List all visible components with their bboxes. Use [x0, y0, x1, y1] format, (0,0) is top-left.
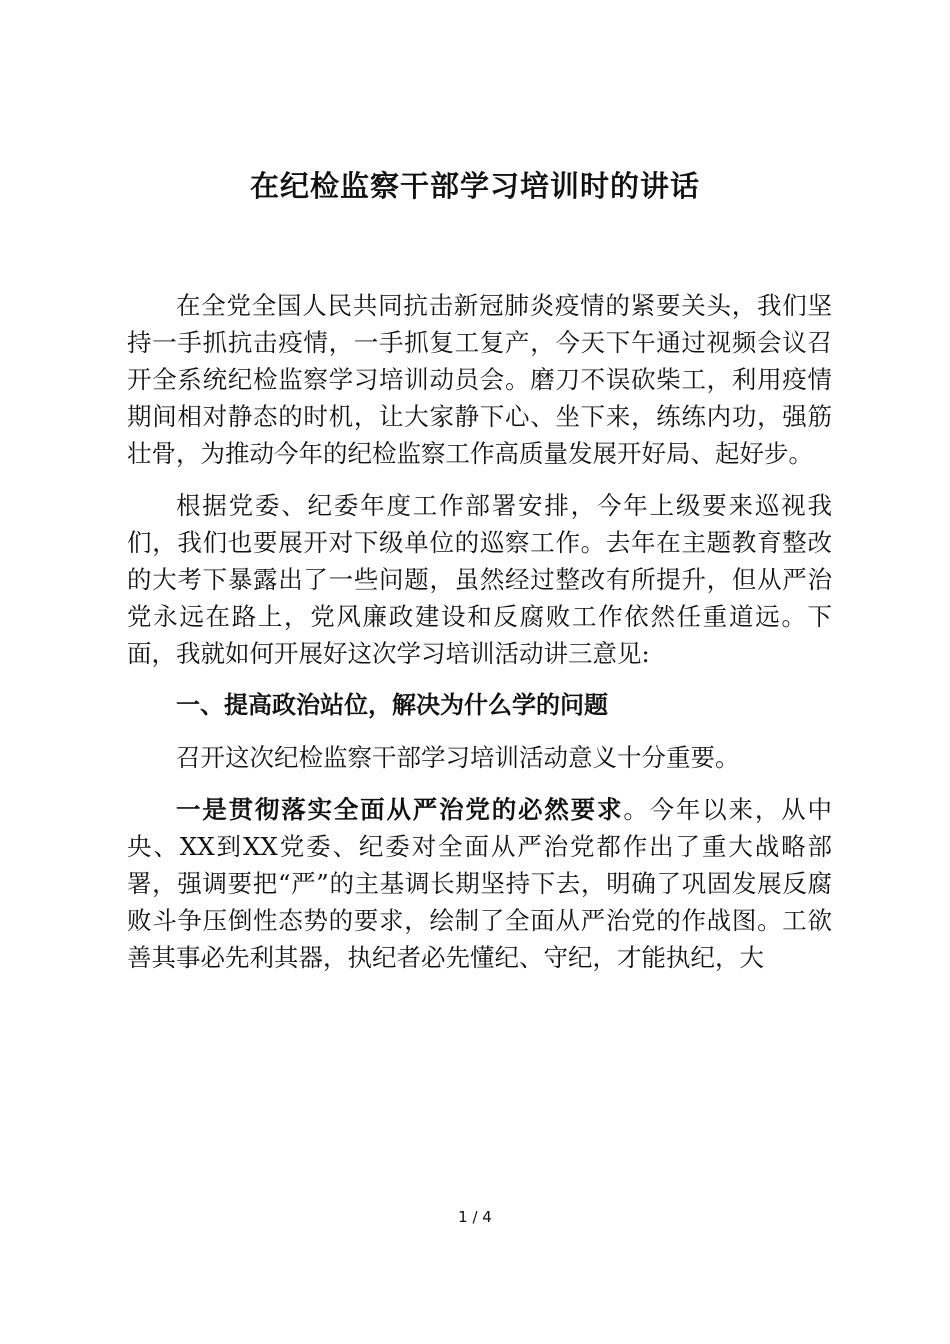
document-title: 在纪检监察干部学习培训时的讲话 [249, 169, 700, 203]
paragraph-point-one [127, 791, 832, 976]
section-heading-1: 一、提高政治站位，解决为什么学的问题 [176, 691, 608, 719]
point-one-text: 。今年以来，从中央、XX到XX党委、纪委对全面从严治党都作出了重大战略部署，强调要把“严”的主基调长期坚持下去，明确了巩固发展反腐败斗争压倒性态势的要求，绘制了全面从严治党的作战图。工欲善其事必先利其器，执纪者必先懂纪、守纪，才能执纪，大 [127, 795, 832, 972]
page-number: 1 / 4 [458, 1208, 492, 1226]
document-body [127, 287, 832, 991]
point-one-lead: 一是贯彻落实全面从严治党的必然要求 [176, 795, 624, 824]
paragraph-significance: 召开这次纪检监察干部学习培训活动意义十分重要。 [176, 743, 740, 772]
paragraph-intro: 在全党全国人民共同抗击新冠肺炎疫情的紧要关头，我们坚持一手抓抗击疫情，一手抓复工复产，今天下午通过视频会议召开全系统纪检监察学习培训动员会。磨刀不误砍柴工，利用疫情期间相对静态的时机，让大家静下心、坐下来，练练内功，强筋壮骨，为推动今年的纪检监察工作高质量发展开好局、起好步。 [127, 291, 832, 468]
paragraph-background: 根据党委、纪委年度工作部署安排，今年上级要来巡视我们，我们也要展开对下级单位的巡察工作。去年在主题教育整改的大考下暴露出了一些问题，虽然经过整改有所提升，但从严治党永远在路上，党风廉政建设和反腐败工作依然任重道远。下面，我就如何开展好这次学习培训活动讲三意见: [127, 491, 832, 668]
